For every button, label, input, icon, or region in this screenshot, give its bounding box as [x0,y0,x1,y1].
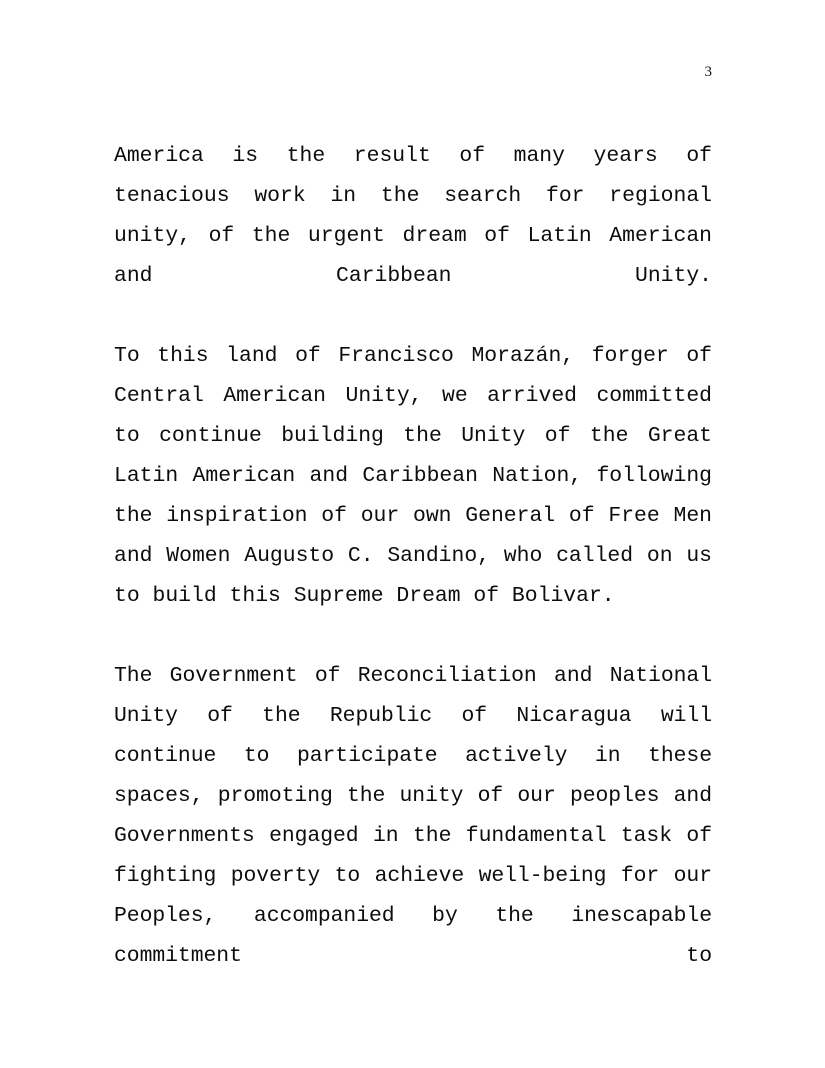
paragraph-1: America is the result of many years of tenacious work in the search for regional unity, of the urgent dream of Latin American and Caribbean Unity. [114,144,712,288]
document-body [114,136,712,976]
page-number: 3 [704,64,712,80]
paragraph-2: To this land of Francisco Morazán, forger of Central American Unity, we arrived committed to continue building the Unity of the Great Latin American and Caribbean Nation, following the inspiration of our own General of Free Men and Women Augusto C. Sandino, who called on us to build this Supreme Dream of Bolivar. [114,344,712,608]
paragraph-3: The Government of Reconciliation and National Unity of the Republic of Nicaragua will continue to participate actively in these spaces, promoting the unity of our peoples and Governments engaged in the fundamental task of fighting poverty to achieve well-being for our Peoples, accompanied by the inescapable commitment to [114,664,712,968]
